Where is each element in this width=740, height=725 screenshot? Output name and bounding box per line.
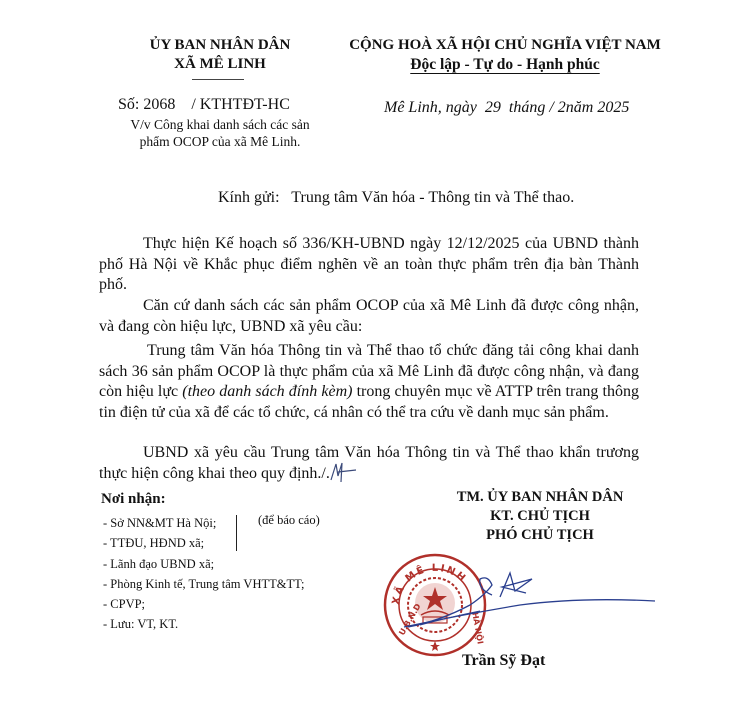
authority-name: ỦY BAN NHÂN DÂN bbox=[149, 37, 291, 53]
paragraph-text: Thực hiện Kế hoạch số 336/KH-UBND ngày 12/12/2025 của UBND thành phố Hà Nội về Khắc phục điểm nghẽn về an toàn thực phẩm trên địa bàn Thành phố. bbox=[99, 235, 639, 293]
recipient-item: - Lãnh đạo UBND xã; bbox=[103, 556, 215, 571]
recipients-list bbox=[103, 513, 305, 635]
authority-commune: XÃ MÊ LINH bbox=[174, 56, 266, 72]
addressee-value: Trung tâm Văn hóa - Thông tin và Thể thao. bbox=[291, 189, 575, 206]
subject-line-1: V/v Công khai danh sách các sản bbox=[130, 117, 310, 132]
paragraph-text: Trung tâm Văn hóa Thông tin và Thể thao tổ chức đăng tải công khai danh sách 36 sản phẩm OCOP là thực phẩm của xã Mê Linh đã được công nhận, và đang còn hiệu lực bbox=[99, 342, 639, 400]
paragraph-text: trong chuyên mục về ATTP trên trang thông tin điện tử của xã để các tổ chức, cá nhân có thể tra cứu về danh mục sản phẩm. bbox=[99, 383, 639, 421]
svg-text:U.B.N.D: U.B.N.D bbox=[397, 602, 423, 637]
recipient-item: - Phòng Kinh tế, Trung tâm VHTT&TT; bbox=[103, 576, 305, 591]
date-line: Mê Linh, ngày 29 tháng / 2năm 2025 bbox=[384, 99, 630, 116]
body-paragraph-1 bbox=[99, 234, 639, 296]
signature-title-1: TM. ỦY BAN NHÂN DÂN bbox=[456, 489, 624, 505]
document-number: Số: 2068 / KTHTĐT-HC bbox=[118, 96, 290, 113]
recipient-item: - Sở NN&MT Hà Nội; bbox=[103, 516, 217, 530]
document-subject bbox=[95, 116, 345, 150]
nation-title: CỘNG HOÀ XÃ HỘI CHỦ NGHĨA VIỆT NAM bbox=[349, 37, 661, 53]
paragraph-text: Căn cứ danh sách các sản phẩm OCOP của xã Mê Linh đã được công nhận, và đang còn hiệu lực, UBND xã yêu cầu: bbox=[99, 297, 639, 335]
report-note: (để báo cáo) bbox=[258, 513, 320, 527]
signature-title-3: PHÓ CHỦ TỊCH bbox=[486, 527, 594, 543]
body-paragraph-2 bbox=[99, 296, 639, 337]
attachment-note: (theo danh sách đính kèm) bbox=[182, 383, 353, 400]
addressee-line bbox=[218, 189, 574, 207]
subject-line-2: phẩm OCOP của xã Mê Linh. bbox=[139, 134, 301, 149]
recipient-item: - Lưu: VT, KT. bbox=[103, 617, 179, 632]
body-paragraph-4 bbox=[99, 443, 639, 484]
recipient-item: - TTĐU, HĐND xã; bbox=[103, 536, 205, 551]
paragraph-text: UBND xã yêu cầu Trung tâm Văn hóa Thông tin và Thể thao khẩn trương thực hiện công khai theo quy định./. bbox=[99, 444, 639, 482]
addressee-label: Kính gửi: bbox=[218, 189, 280, 206]
header-divider bbox=[192, 79, 244, 80]
body-paragraph-3 bbox=[99, 341, 639, 423]
recipients-title: Nơi nhận: bbox=[101, 491, 166, 507]
issuing-authority-header bbox=[95, 36, 345, 74]
signature-block bbox=[405, 488, 675, 545]
initial-signature-icon bbox=[328, 460, 358, 484]
national-motto: Độc lập - Tự do - Hạnh phúc bbox=[410, 56, 600, 73]
recipients-bracket bbox=[236, 515, 237, 551]
svg-text:HÀ NỘI: HÀ NỘI bbox=[470, 611, 485, 645]
signer-name: Trần Sỹ Đạt bbox=[462, 652, 546, 669]
national-header bbox=[332, 36, 678, 74]
svg-text:XÃ MÊ LINH: XÃ MÊ LINH bbox=[390, 562, 469, 606]
recipient-item: - CPVP; bbox=[103, 597, 146, 612]
signature-title-2: KT. CHỦ TỊCH bbox=[490, 508, 590, 524]
handwritten-signature-icon bbox=[400, 565, 660, 635]
